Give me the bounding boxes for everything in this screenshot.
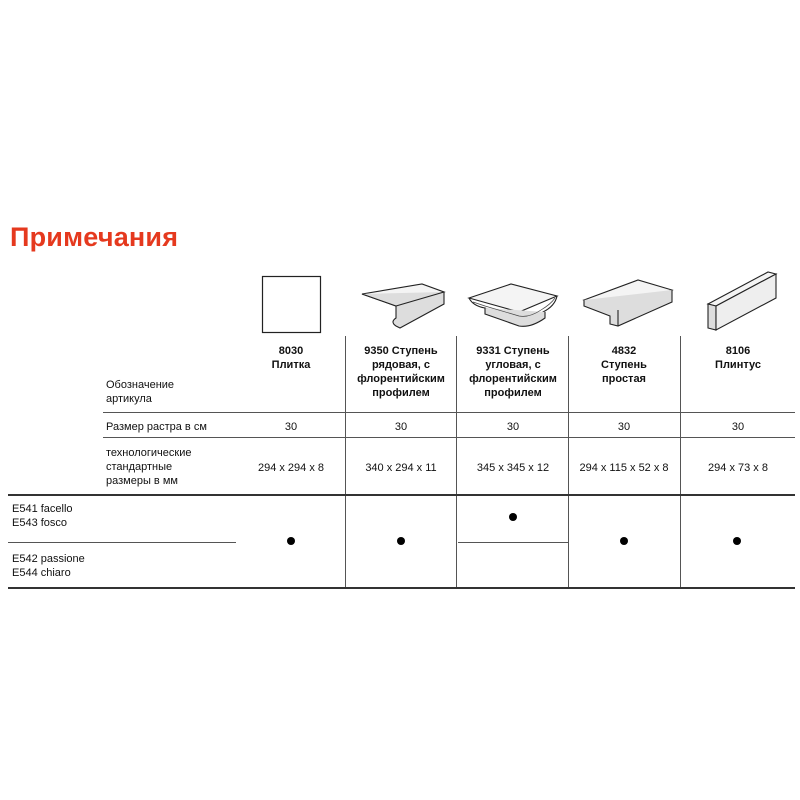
column-header-9331 bbox=[458, 344, 568, 400]
column-header-8106-text: 8106 Плинтус bbox=[715, 345, 761, 371]
raster-value: 30 bbox=[617, 421, 631, 433]
grid-line bbox=[8, 542, 236, 543]
size-value: 294 x 115 x 52 x 8 bbox=[579, 462, 669, 474]
raster-value: 30 bbox=[506, 421, 520, 433]
tech-size-label: технологические стандартные размеры в мм bbox=[106, 447, 192, 487]
size-value: 294 x 294 x 8 bbox=[257, 462, 325, 474]
column-header-4832-text: 4832 Ступень простая bbox=[601, 345, 647, 385]
grid-line bbox=[8, 494, 795, 496]
corner-step-florentine-icon bbox=[465, 280, 565, 332]
size-value: 345 x 345 x 12 bbox=[476, 462, 550, 474]
availability-dot bbox=[397, 537, 405, 545]
grid-line bbox=[103, 437, 795, 438]
skirting-icon bbox=[704, 268, 784, 334]
availability-dot bbox=[287, 537, 295, 545]
grid-line bbox=[8, 587, 795, 589]
raster-value: 30 bbox=[394, 421, 408, 433]
series-group-label: E541 facello E543 fosco bbox=[12, 503, 73, 529]
simple-step-icon bbox=[580, 278, 680, 330]
availability-dot bbox=[620, 537, 628, 545]
square-tile-icon bbox=[262, 276, 324, 334]
availability-dot bbox=[509, 513, 517, 521]
series-group-label: E542 passione E544 chiaro bbox=[12, 553, 85, 579]
column-header-9350-text: 9350 Ступень рядовая, с флорентийским профилем bbox=[357, 345, 445, 399]
raster-value: 30 bbox=[284, 421, 298, 433]
page-title: Примечания bbox=[10, 222, 179, 252]
column-header-8030-text: 8030 Плитка bbox=[271, 345, 311, 371]
column-header-9350 bbox=[346, 344, 456, 400]
size-value: 294 x 73 x 8 bbox=[708, 462, 768, 474]
raster-label: Размер растра в см bbox=[106, 421, 207, 433]
column-header-9331-text: 9331 Ступень угловая, с флорентийским профилем bbox=[469, 345, 557, 399]
grid-line bbox=[680, 336, 681, 588]
grid-line bbox=[456, 336, 457, 588]
raster-value: 30 bbox=[731, 421, 745, 433]
availability-dot bbox=[733, 537, 741, 545]
size-value: 340 x 294 x 11 bbox=[365, 462, 437, 474]
grid-line bbox=[103, 412, 795, 413]
grid-line bbox=[568, 336, 569, 588]
grid-line bbox=[458, 542, 568, 543]
step-florentine-row-icon bbox=[352, 282, 452, 332]
column-header-8030 bbox=[236, 344, 346, 372]
grid-line bbox=[345, 336, 346, 588]
column-header-8106 bbox=[683, 344, 793, 372]
column-header-4832 bbox=[569, 344, 679, 386]
article-label: Обозначение артикула bbox=[106, 379, 175, 405]
